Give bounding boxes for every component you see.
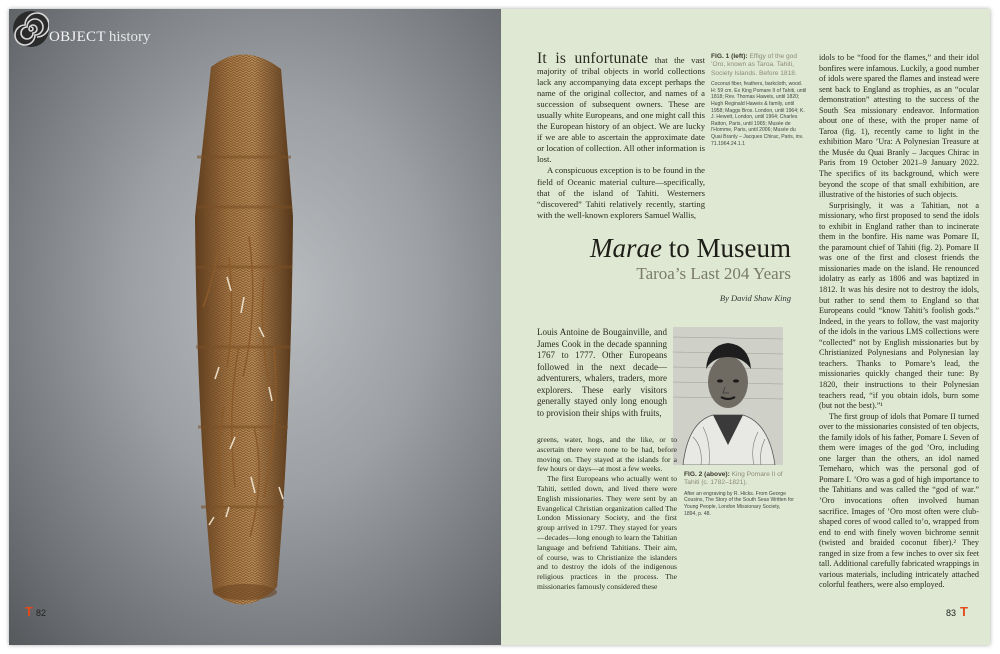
section-tag-strong: OBJECT — [49, 29, 106, 45]
intro-paragraph-1: that the vast majority of tribal objects in world collections lack any accompanying data except perhaps the name of the original collector, and names of a succession of subsequent owners. These are usually white Europeans, and one might call this the European history of an object. We are lucky if we are able to ascertain the approximate date or location of collection. All other information is lost. — [537, 55, 705, 165]
figure-1-title: Effigy of the god ’Oro, known as Taroa. Tahiti, Society Islands. Before 1818. — [711, 53, 798, 77]
article-byline: By David Shaw King — [719, 293, 791, 303]
left-page-number: 82 — [35, 608, 46, 618]
figure-1-details: Coconut fiber, feathers, barkcloth, wood. H: 59 cm. Ex King Pomare II of Tahiti, until 1818; Rev. Thomas Haweis, until 1820; Hugh Reginald Haweis & family, until 1958; Maggs Bros. London, until 1964; K. J. Hewett, London, until 1964; Charles Ratton, Paris, until 1965; Musée de l’Homme, Paris, until 2006; Musée du Quai Branly – Jacques Chirac, Paris, inv. 71.1964.24.1.1 — [711, 81, 807, 147]
article-title — [541, 233, 791, 263]
folio-mark-icon: T — [25, 604, 33, 619]
figure-2-title: King Pomare II of Tahiti (c. 1782–1821). — [684, 471, 783, 487]
figure-2-label: FIG. 2 (above): — [684, 471, 730, 478]
right-paragraph-3: The first group of idols that Pomare II turned over to the missionaries consisted of ten objects, the family idols of his father, Pomare I. Seven of them were images of the god ’Oro, including one larger than the others, an idol named Temeharo, which was the personal god of Pomare I. ’Oro was a god of high importance to the Tahitians and was called the “god of war.” ’Oro invocations often involved human sacrifice. Images of ’Oro most often were club-shaped cores of wood called to’o, wrapped from end to end with finely woven bichrome sennit (twisted and braided coconut fiber).² They ranged in size from a few inches to over six feet tall. Additional carefully fabricated wrappings in various materials, including intricately attached colorful feathers, were also employed. — [819, 411, 979, 590]
column-right — [819, 53, 979, 591]
body-paragraph-2: The first Europeans who actually went to Tahiti, settled down, and lived there were English missionaries. They were sent by an Evangelical Christian organization called The London Missionary Society, and the first group arrived in 1797. They stayed for years—decades—long enough to learn the Tahitian language and befriend Tahitians. Their aim, of course, was to Christianize the islanders and to destroy the idols of the indigenous religious practices in the process. The missionaries famously considered these — [537, 474, 677, 591]
right-paragraph-1: idols to be “food for the flames,” and their idol bonfires were infamous. Luckily, a good number of idols were spared the flames and instead were sent back to England as trophies, as an “ocular demonstration” attesting to the success of the South Sea missionary endeavor. Information about one of these, with the proper name of Taroa (fig. 1), recently came to light in the exhibition Maro ’Ura: A Polynesian Treasure at the Musée du Quai Branly – Jacques Chirac in Paris from 19 October 2021–9 January 2022. The specifics of its background, which were beyond the scope of that small exhibition, are illustrative of the histories of such objects. — [819, 53, 979, 200]
article-title-italic: Marae — [590, 233, 662, 263]
oro-effigy-image — [189, 47, 299, 627]
intro-paragraph-2: A conspicuous exception is to be found in the field of Oceanic material culture—specifically, that of the island of Tahiti. Westerners “discovered” Tahiti relatively recently, starting with the well-known explorers Samuel Wallis, — [537, 165, 705, 220]
article-subtitle: Taroa’s Last 204 Years — [636, 264, 791, 283]
figure-1-label: FIG. 1 (left): — [711, 53, 748, 60]
article-title-rest: to Museum — [661, 233, 791, 263]
section-tag — [49, 29, 150, 46]
spiral-logo-icon — [13, 11, 49, 47]
figure-1-caption — [711, 53, 807, 147]
right-paragraph-2: Surprisingly, it was a Tahitian, not a missionary, who first proposed to send the idols to exhibit in England rather than to incinerate them in the bonfire. His name was Pomare II, the paramount chief of Tahiti (fig. 2). Pomare II was one of the first and closest friends the missionaries made on the island. He renounced idolatry as early as 1806 and was baptized in 1812. It was his desire not to destroy the idols, but rather to send them to England so that Europeans could “know Tahiti’s foolish gods.” Indeed, in the years to follow, the vast majority of the idols in the various LMS collections were “collected” not by English missionaries but by Christianized Polynesians and Polynesian lay teachers. Thanks to Pomare’s lead, the missionaries quickly changed their tune: By 1820, their instructions to their Polynesian teachers read, “if you obtain idols, burn some (but not the best).”¹ — [819, 200, 979, 411]
column-body-top — [537, 327, 667, 419]
left-folio — [25, 604, 46, 619]
right-folio — [946, 604, 968, 619]
column-intro — [537, 50, 705, 221]
left-page — [9, 9, 501, 645]
article-headline — [541, 233, 791, 303]
magazine-spread — [9, 9, 990, 645]
pomare-portrait-image — [673, 327, 783, 465]
opening-lead: It is unfortunate — [537, 50, 649, 67]
folio-mark-right-icon: T — [960, 604, 968, 619]
right-page — [501, 9, 990, 645]
figure-2-details: After an engraving by R. Hicks. From George Cousins, The Story of the South Seas Written for Young People, London Missionary Society, 1894, p. 48. — [684, 490, 794, 517]
right-page-number: 83 — [946, 608, 957, 618]
figure-2-caption — [684, 471, 794, 517]
body-paragraph-1-continued: greens, water, hogs, and the like, or to ascertain there were none to be had, before moving on. They stayed at the islands for a few hours or days—at most a few weeks. — [537, 435, 677, 474]
section-tag-light: history — [108, 29, 151, 45]
column-body-bottom — [537, 435, 677, 592]
body-paragraph-1: Louis Antoine de Bougainville, and James Cook in the decade spanning 1767 to 1777. Other Europeans followed in the next decade—adventurers, whalers, traders, more explorers. These early visitors generally stayed only long enough to provision their ships with fruits, — [537, 327, 667, 418]
